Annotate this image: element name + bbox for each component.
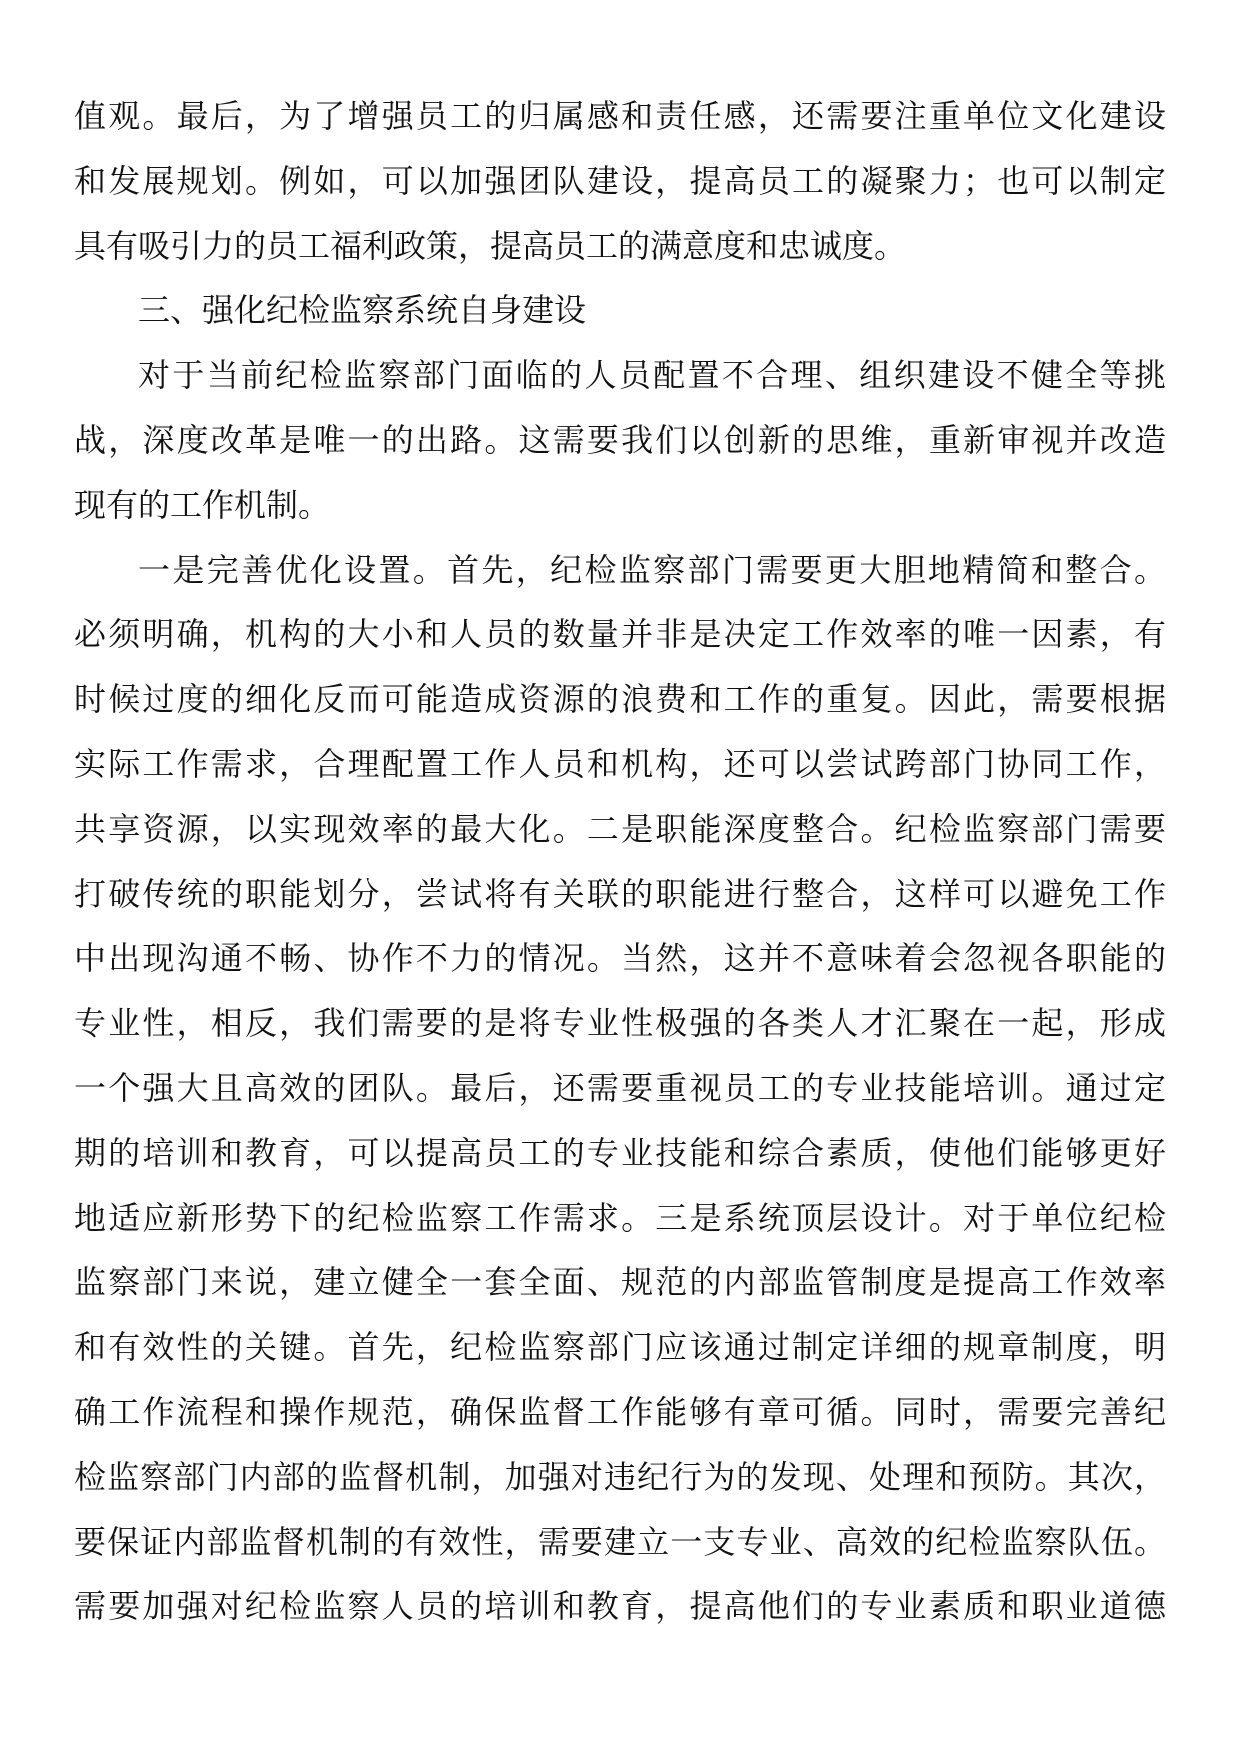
paragraph-line: 中出现沟通不畅、协作不力的情况。当然，这并不意味着会忽视各职能的 <box>74 939 1166 978</box>
paragraph-line: 战，深度改革是唯一的出路。这需要我们以创新的思维，重新审视并改造 <box>74 420 1166 459</box>
paragraph-line: 具有吸引力的员工福利政策，提高员工的满意度和忠诚度。 <box>74 226 907 265</box>
paragraph-line: 必须明确，机构的大小和人员的数量并非是决定工作效率的唯一因素，有 <box>74 615 1166 654</box>
document-body <box>74 84 1166 1639</box>
paragraph-line: 需要加强对纪检监察人员的培训和教育，提高他们的专业素质和职业道德 <box>74 1587 1166 1626</box>
paragraph-line: 地适应新形势下的纪检监察工作需求。三是系统顶层设计。对于单位纪检 <box>74 1198 1166 1237</box>
paragraph-line: 打破传统的职能划分，尝试将有关联的职能进行整合，这样可以避免工作 <box>74 874 1166 913</box>
paragraph-line: 和发展规划。例如，可以加强团队建设，提高员工的凝聚力；也可以制定 <box>74 161 1166 200</box>
paragraph-line: 确工作流程和操作规范，确保监督工作能够有章可循。同时，需要完善纪 <box>74 1392 1166 1431</box>
paragraph-line: 专业性，相反，我们需要的是将专业性极强的各类人才汇聚在一起，形成 <box>74 1004 1166 1043</box>
paragraph-line: 检监察部门内部的监督机制，加强对违纪行为的发现、处理和预防。其次， <box>74 1457 1166 1496</box>
paragraph-line: 实际工作需求，合理配置工作人员和机构，还可以尝试跨部门协同工作， <box>74 744 1166 783</box>
paragraph-line: 现有的工作机制。 <box>74 485 331 524</box>
paragraph-line: 值观。最后，为了增强员工的归属感和责任感，还需要注重单位文化建设 <box>74 97 1166 135</box>
paragraph-line: 对于当前纪检监察部门面临的人员配置不合理、组织建设不健全等挑 <box>138 356 1166 395</box>
paragraph-line: 一个强大且高效的团队。最后，还需要重视员工的专业技能培训。通过定 <box>74 1068 1166 1107</box>
paragraph-line: 期的培训和教育，可以提高员工的专业技能和综合素质，使他们能够更好 <box>74 1133 1166 1172</box>
paragraph-line: 监察部门来说，建立健全一套全面、规范的内部监管制度是提高工作效率 <box>74 1263 1166 1302</box>
paragraph-line: 和有效性的关键。首先，纪检监察部门应该通过制定详细的规章制度，明 <box>74 1328 1166 1367</box>
paragraph-line: 要保证内部监督机制的有效性，需要建立一支专业、高效的纪检监察队伍。 <box>74 1522 1166 1561</box>
paragraph-line: 时候过度的细化反而可能造成资源的浪费和工作的重复。因此，需要根据 <box>74 680 1166 719</box>
section-heading: 三、强化纪检监察系统自身建设 <box>138 291 587 330</box>
paragraph-line: 一是完善优化设置。首先，纪检监察部门需要更大胆地精简和整合。 <box>138 550 1166 589</box>
paragraph-line: 共享资源，以实现效率的最大化。二是职能深度整合。纪检监察部门需要 <box>74 809 1166 848</box>
